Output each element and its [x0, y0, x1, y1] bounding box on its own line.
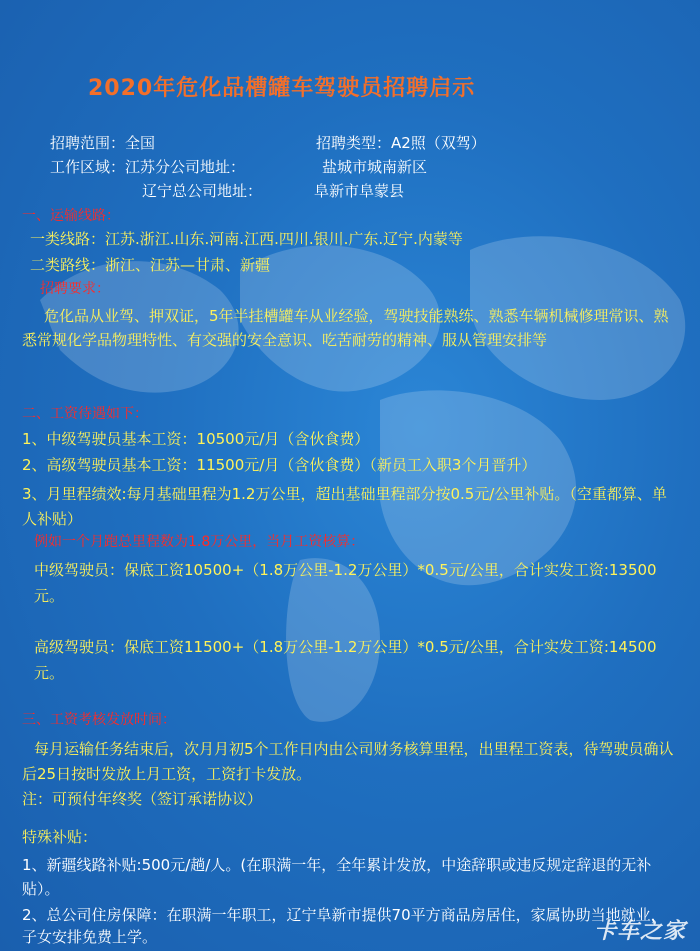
watermark-logo: 卡车之家 [593, 919, 686, 944]
payday-text: 每月运输任务结束后，次月月初5个工作日内由公司财务核算里程，出里程工资表，待驾驶员确认后25日按时发放上月工资，工资打卡发放。 [22, 740, 674, 783]
example-senior-driver: 高级驾驶员：保底工资11500+（1.8万公里-1.2万公里）*0.5元/公里，合计实发工资:14500元。 [34, 638, 657, 682]
subsidy-housing: 2、总公司住房保障：在职满一年职工，辽宁阜新市提供70平方商品房居住，家属协助当地就业，子女安排免费上学。 [22, 906, 666, 946]
requirements-heading: 招聘要求： [40, 281, 110, 297]
year-end-bonus-note: 注：可预付年终奖（签订承诺协议） [22, 790, 263, 808]
requirements-text: 危化品从业驾、押双证，5年半挂槽罐车从业经验，驾驶技能熟练、熟悉车辆机械修理常识、熟悉常规化学品物理特性、有交强的安全意识、吃苦耐劳的精神、服从管理安排等 [22, 307, 669, 349]
recruit-type: 招聘类型：A2照（双驾） [316, 134, 486, 152]
section-routes-heading: 一、运输线路： [22, 208, 120, 224]
hq-address-label: 辽宁总公司地址： [142, 182, 263, 200]
example-mid-driver: 中级驾驶员：保底工资10500+（1.8万公里-1.2万公里）*0.5元/公里，合计实发工资:13500元。 [34, 561, 657, 605]
special-subsidy-heading: 特殊补贴： [22, 828, 98, 846]
recruit-scope: 招聘范围：全国 [50, 134, 156, 152]
mileage-performance: 3、月里程绩效:每月基础里程为1.2万公里，超出基础里程部分按0.5元/公里补贴。（空重都算、单人补贴） [22, 485, 667, 528]
hq-address-value: 阜新市阜蒙县 [314, 182, 405, 200]
page-title: 2020年危化品槽罐车驾驶员招聘启示 [88, 76, 476, 101]
section-salary-heading: 二、工资待遇如下： [22, 406, 148, 422]
route-class-2: 二类路线：浙江、江苏—甘肃、新疆 [30, 256, 271, 274]
salary-item-senior: 2、高级驾驶员基本工资：11500元/月（含伙食费）（新员工入职3个月晋升） [22, 456, 537, 474]
section-payday-heading: 三、工资考核发放时间： [22, 712, 176, 728]
work-area-label: 工作区域：江苏分公司地址： [50, 158, 246, 176]
work-area-value: 盐城市城南新区 [322, 158, 428, 176]
route-class-1: 一类线路：江苏.浙江.山东.河南.江西.四川.银川.广东.辽宁.内蒙等 [30, 230, 463, 248]
subsidy-xinjiang: 1、新疆线路补贴:500元/趟/人。(在职满一年，全年累计发放，中途辞职或违反规定辞退的无补贴）。 [22, 856, 652, 898]
salary-example-heading: 例如一个月跑总里程数为1.8万公里，当月工资核算： [34, 534, 365, 550]
salary-item-mid: 1、中级驾驶员基本工资：10500元/月（含伙食费） [22, 430, 370, 448]
